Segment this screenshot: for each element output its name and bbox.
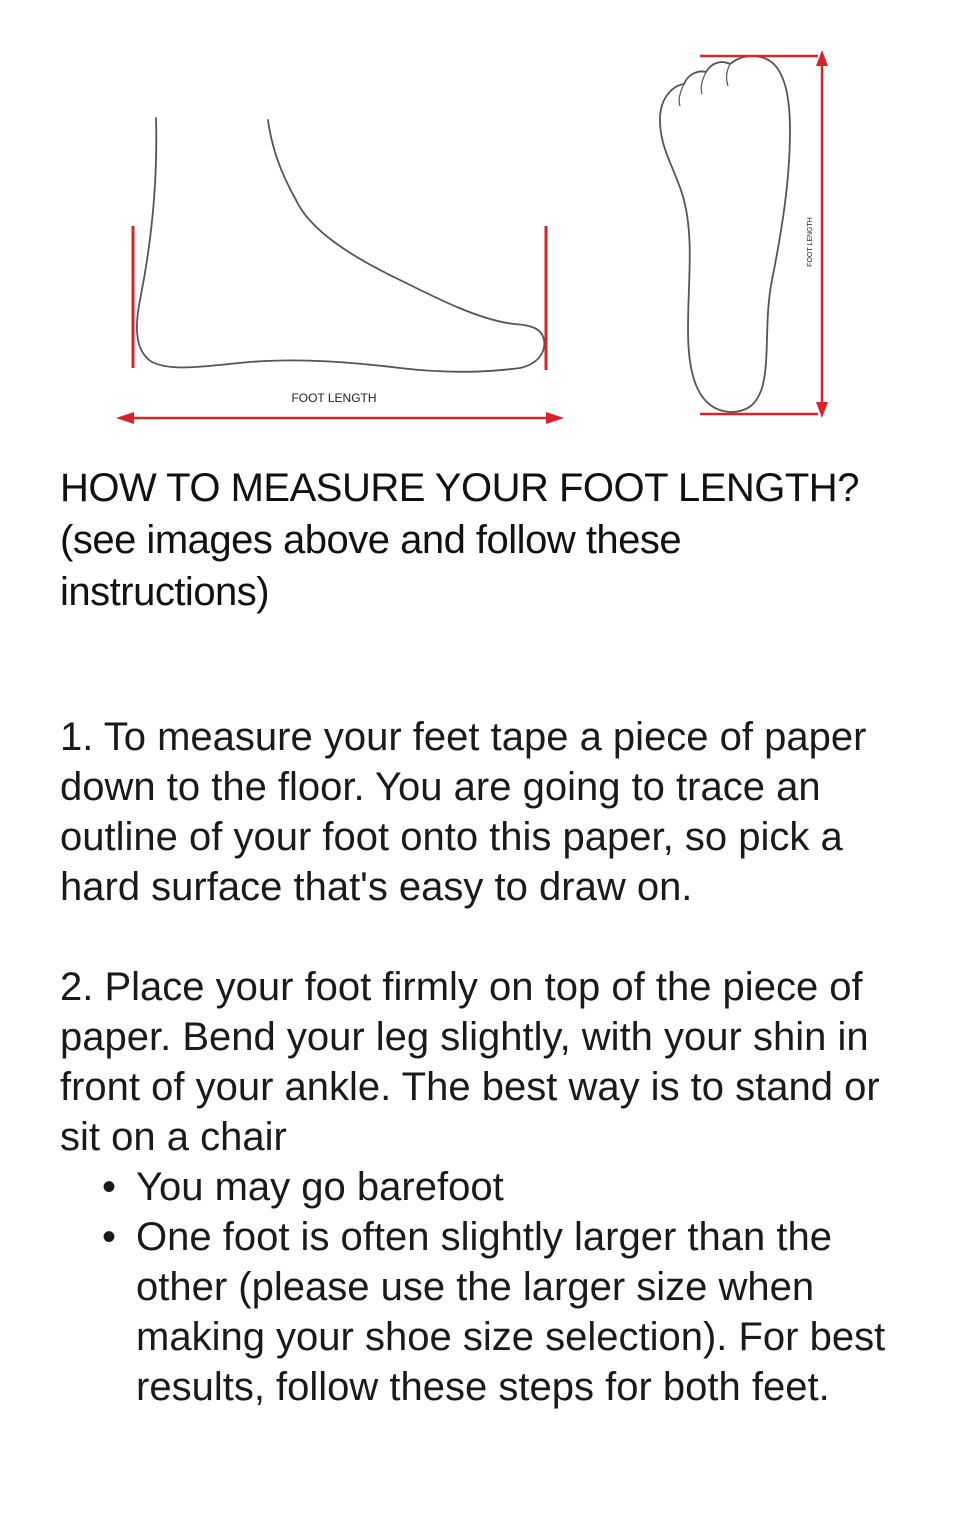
top-view-foot [660,50,828,418]
bullet-text: One foot is often slightly larger than the other (please use the larger size when making your shoe size selection). For best results, follow these steps for both feet. [136,1215,886,1409]
bullet-glyph: • [102,1165,117,1209]
heading-line-2: (see images above and follow these [60,518,682,562]
side-arrow-left-head [116,412,134,424]
step-2 [60,962,930,1412]
top-arrow-up-head [816,50,828,66]
page-heading [60,462,920,618]
bullet-item [102,1162,930,1212]
instructions [60,712,930,1412]
top-foot-toe-detail [679,64,730,106]
top-foot-outline [660,56,790,412]
top-arrow-down-head [816,402,828,418]
side-view-foot [116,118,564,424]
side-foot-length-label: FOOT LENGTH [291,391,377,405]
bullet-glyph: • [102,1215,117,1259]
bullet-item [102,1212,930,1412]
top-foot-length-label: FOOT LENGTH [807,217,814,267]
side-foot-outline [137,118,544,372]
heading-line-3: instructions) [60,570,270,614]
side-arrow-right-head [546,412,564,424]
step-2-text: 2. Place your foot firmly on top of the piece of paper. Bend your leg slightly, with your shin in front of your ankle. The best way is to stand or sit on a chair [60,965,880,1159]
foot-measurement-diagram [0,0,960,440]
step-1: 1. To measure your feet tape a piece of paper down to the floor. You are going to trace an outline of your foot onto this paper, so pick a hard surface that's easy to draw on. [60,715,867,909]
heading-line-1: HOW TO MEASURE YOUR FOOT LENGTH? [60,466,859,510]
step-2-bullets [60,1162,930,1412]
bullet-text: You may go barefoot [136,1165,504,1209]
